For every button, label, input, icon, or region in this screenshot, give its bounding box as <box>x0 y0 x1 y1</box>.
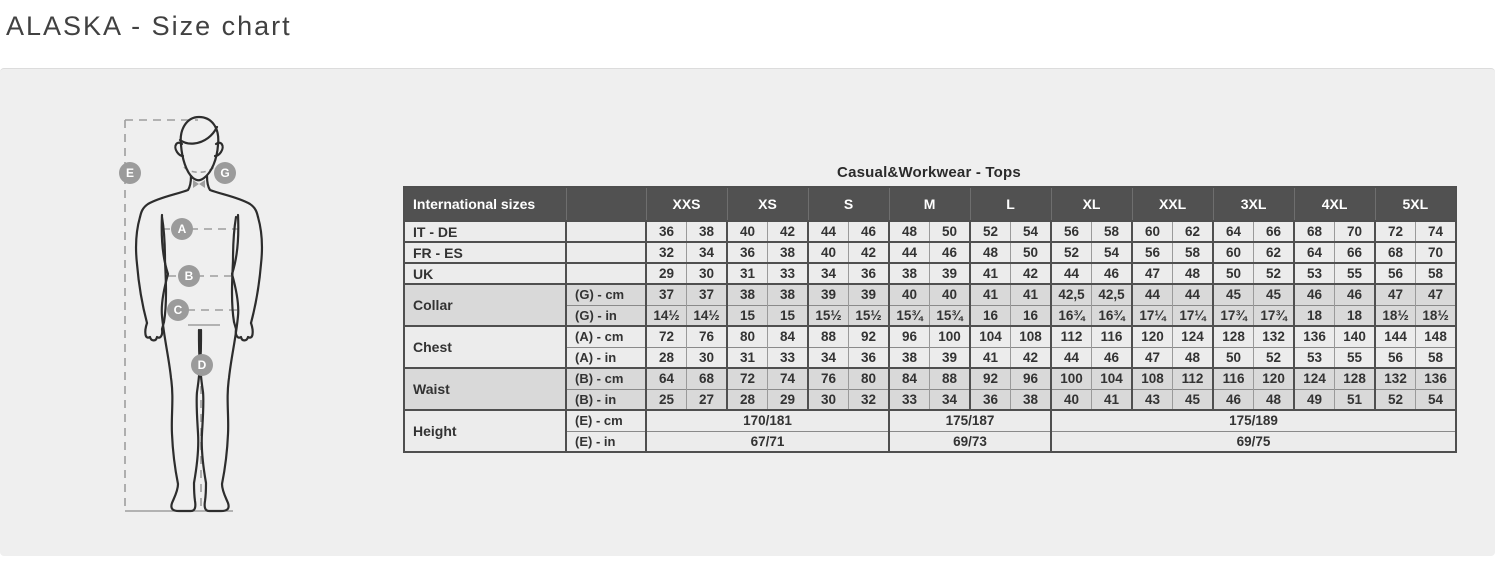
size-value-cell: 67/71 <box>646 431 889 452</box>
size-value-cell: 15¾ <box>930 305 971 326</box>
size-value-cell: 39 <box>849 284 890 305</box>
size-value-cell: 38 <box>727 284 768 305</box>
size-value-cell: 56 <box>1375 347 1416 368</box>
header-size-xl: XL <box>1051 187 1132 221</box>
size-value-cell: 46 <box>1092 347 1133 368</box>
size-value-cell: 44 <box>1051 263 1092 284</box>
size-value-cell: 60 <box>1213 242 1254 263</box>
size-value-cell: 72 <box>646 326 687 347</box>
size-value-cell: 47 <box>1132 263 1173 284</box>
size-value-cell: 80 <box>849 368 890 389</box>
size-value-cell: 40 <box>930 284 971 305</box>
body-outline <box>136 117 262 511</box>
size-value-cell: 74 <box>768 368 809 389</box>
header-size-4xl: 4XL <box>1294 187 1375 221</box>
size-value-cell: 29 <box>768 389 809 410</box>
size-value-cell: 68 <box>687 368 728 389</box>
size-value-cell: 37 <box>687 284 728 305</box>
size-value-cell: 140 <box>1335 326 1376 347</box>
size-value-cell: 38 <box>889 263 930 284</box>
size-value-cell: 38 <box>768 242 809 263</box>
size-value-cell: 41 <box>970 284 1011 305</box>
size-value-cell: 104 <box>970 326 1011 347</box>
size-value-cell: 52 <box>1375 389 1416 410</box>
size-value-cell: 27 <box>687 389 728 410</box>
size-value-cell: 175/187 <box>889 410 1051 431</box>
size-value-cell: 44 <box>889 242 930 263</box>
size-value-cell: 116 <box>1213 368 1254 389</box>
size-value-cell: 16¾ <box>1092 305 1133 326</box>
unit-cell: (E) - cm <box>566 410 646 431</box>
size-value-cell: 55 <box>1335 347 1376 368</box>
size-value-cell: 45 <box>1254 284 1295 305</box>
size-value-cell: 40 <box>808 242 849 263</box>
size-value-cell: 55 <box>1335 263 1376 284</box>
size-value-cell: 66 <box>1335 242 1376 263</box>
size-value-cell: 44 <box>808 221 849 242</box>
size-value-cell: 48 <box>970 242 1011 263</box>
size-value-cell: 76 <box>808 368 849 389</box>
size-value-cell: 47 <box>1416 284 1457 305</box>
size-value-cell: 17¼ <box>1173 305 1214 326</box>
marker-C <box>167 299 189 321</box>
size-value-cell: 70 <box>1416 242 1457 263</box>
size-value-cell: 54 <box>1416 389 1457 410</box>
size-value-cell: 148 <box>1416 326 1457 347</box>
header-size-xxs: XXS <box>646 187 727 221</box>
size-value-cell: 50 <box>1011 242 1052 263</box>
size-value-cell: 100 <box>1051 368 1092 389</box>
size-value-cell: 58 <box>1173 242 1214 263</box>
size-value-cell: 88 <box>930 368 971 389</box>
size-value-cell: 112 <box>1173 368 1214 389</box>
size-value-cell: 50 <box>1213 347 1254 368</box>
size-header-row <box>404 187 1456 221</box>
size-value-cell: 34 <box>687 242 728 263</box>
size-value-cell: 170/181 <box>646 410 889 431</box>
size-value-cell: 128 <box>1335 368 1376 389</box>
size-value-cell: 41 <box>970 347 1011 368</box>
size-value-cell: 42 <box>849 242 890 263</box>
unit-cell: (B) - cm <box>566 368 646 389</box>
marker-A <box>171 218 193 240</box>
size-value-cell: 36 <box>646 221 687 242</box>
size-value-cell: 40 <box>727 221 768 242</box>
size-value-cell: 108 <box>1011 326 1052 347</box>
size-value-cell: 41 <box>1011 284 1052 305</box>
marker-B-label: B <box>184 269 194 283</box>
size-value-cell: 96 <box>1011 368 1052 389</box>
unit-cell: (A) - cm <box>566 326 646 347</box>
size-value-cell: 46 <box>1092 263 1133 284</box>
size-value-cell: 36 <box>727 242 768 263</box>
size-value-cell: 132 <box>1375 368 1416 389</box>
size-value-cell: 72 <box>727 368 768 389</box>
row-label: Height <box>404 410 566 452</box>
size-value-cell: 42 <box>1011 263 1052 284</box>
size-value-cell: 44 <box>1173 284 1214 305</box>
size-value-cell: 68 <box>1294 221 1335 242</box>
size-value-cell: 50 <box>1213 263 1254 284</box>
size-value-cell: 51 <box>1335 389 1376 410</box>
size-value-cell: 64 <box>1294 242 1335 263</box>
size-value-cell: 128 <box>1213 326 1254 347</box>
body-figure-svg <box>100 96 380 556</box>
size-value-cell: 68 <box>1375 242 1416 263</box>
size-value-cell: 64 <box>646 368 687 389</box>
size-value-cell: 100 <box>930 326 971 347</box>
size-value-cell: 43 <box>1132 389 1173 410</box>
size-value-cell: 74 <box>1416 221 1457 242</box>
marker-E <box>119 162 141 184</box>
necktie-mark <box>193 180 205 188</box>
table-row <box>404 410 1456 431</box>
size-value-cell: 124 <box>1173 326 1214 347</box>
size-value-cell: 132 <box>1254 326 1295 347</box>
size-value-cell: 17¼ <box>1132 305 1173 326</box>
unit-cell-empty <box>566 221 646 242</box>
size-chart-panel <box>0 68 1495 556</box>
size-value-cell: 15 <box>727 305 768 326</box>
size-value-cell: 52 <box>1254 347 1295 368</box>
size-value-cell: 18 <box>1294 305 1335 326</box>
size-value-cell: 53 <box>1294 347 1335 368</box>
size-value-cell: 62 <box>1254 242 1295 263</box>
size-value-cell: 30 <box>808 389 849 410</box>
size-value-cell: 58 <box>1416 263 1457 284</box>
size-value-cell: 41 <box>970 263 1011 284</box>
marker-E-label: E <box>125 166 135 180</box>
size-value-cell: 34 <box>808 263 849 284</box>
table-row <box>404 368 1456 389</box>
header-size-xxl: XXL <box>1132 187 1213 221</box>
size-value-cell: 41 <box>1092 389 1133 410</box>
size-value-cell: 46 <box>1335 284 1376 305</box>
size-value-cell: 50 <box>930 221 971 242</box>
size-value-cell: 116 <box>1092 326 1133 347</box>
size-value-cell: 76 <box>687 326 728 347</box>
size-value-cell: 112 <box>1051 326 1092 347</box>
size-value-cell: 15½ <box>808 305 849 326</box>
size-value-cell: 53 <box>1294 263 1335 284</box>
size-value-cell: 52 <box>970 221 1011 242</box>
size-value-cell: 92 <box>849 326 890 347</box>
marker-G <box>214 162 236 184</box>
size-value-cell: 32 <box>849 389 890 410</box>
marker-D-label: D <box>197 358 207 372</box>
size-value-cell: 30 <box>687 263 728 284</box>
unit-cell: (G) - in <box>566 305 646 326</box>
header-size-m: M <box>889 187 970 221</box>
size-value-cell: 28 <box>646 347 687 368</box>
size-value-cell: 48 <box>889 221 930 242</box>
size-value-cell: 38 <box>1011 389 1052 410</box>
size-value-cell: 42,5 <box>1092 284 1133 305</box>
size-value-cell: 66 <box>1254 221 1295 242</box>
size-value-cell: 31 <box>727 263 768 284</box>
table-title: Casual&Workwear - Tops <box>837 164 1021 181</box>
size-value-cell: 84 <box>889 368 930 389</box>
table-row <box>404 284 1456 305</box>
unit-cell: (G) - cm <box>566 284 646 305</box>
unit-cell: (A) - in <box>566 347 646 368</box>
size-value-cell: 72 <box>1375 221 1416 242</box>
size-value-cell: 30 <box>687 347 728 368</box>
size-value-cell: 18½ <box>1416 305 1457 326</box>
size-value-cell: 54 <box>1011 221 1052 242</box>
size-value-cell: 40 <box>1051 389 1092 410</box>
size-value-cell: 42,5 <box>1051 284 1092 305</box>
size-chart-section <box>403 164 1455 453</box>
size-value-cell: 108 <box>1132 368 1173 389</box>
table-row <box>404 242 1456 263</box>
size-value-cell: 64 <box>1213 221 1254 242</box>
row-label: IT - DE <box>404 221 566 242</box>
header-size-3xl: 3XL <box>1213 187 1294 221</box>
size-value-cell: 120 <box>1132 326 1173 347</box>
size-value-cell: 29 <box>646 263 687 284</box>
size-value-cell: 42 <box>1011 347 1052 368</box>
size-value-cell: 39 <box>808 284 849 305</box>
row-label: Waist <box>404 368 566 410</box>
size-value-cell: 144 <box>1375 326 1416 347</box>
size-value-cell: 46 <box>1294 284 1335 305</box>
row-label: FR - ES <box>404 242 566 263</box>
size-value-cell: 52 <box>1254 263 1295 284</box>
size-value-cell: 16¾ <box>1051 305 1092 326</box>
size-value-cell: 42 <box>768 221 809 242</box>
header-size-s: S <box>808 187 889 221</box>
size-value-cell: 34 <box>930 389 971 410</box>
page-title: ALASKA - Size chart <box>6 11 292 41</box>
size-value-cell: 39 <box>930 263 971 284</box>
row-label: Chest <box>404 326 566 368</box>
size-value-cell: 14½ <box>687 305 728 326</box>
size-value-cell: 47 <box>1132 347 1173 368</box>
marker-A-label: A <box>177 222 187 236</box>
size-value-cell: 46 <box>849 221 890 242</box>
body-measurement-figure <box>100 96 380 556</box>
size-value-cell: 34 <box>808 347 849 368</box>
size-value-cell: 37 <box>646 284 687 305</box>
size-value-cell: 69/73 <box>889 431 1051 452</box>
unit-cell: (B) - in <box>566 389 646 410</box>
size-value-cell: 49 <box>1294 389 1335 410</box>
size-value-cell: 32 <box>646 242 687 263</box>
size-value-cell: 84 <box>768 326 809 347</box>
size-value-cell: 52 <box>1051 242 1092 263</box>
size-value-cell: 18 <box>1335 305 1376 326</box>
size-value-cell: 17¾ <box>1213 305 1254 326</box>
size-value-cell: 15½ <box>849 305 890 326</box>
size-value-cell: 56 <box>1132 242 1173 263</box>
size-value-cell: 96 <box>889 326 930 347</box>
size-value-cell: 58 <box>1416 347 1457 368</box>
size-value-cell: 33 <box>768 263 809 284</box>
size-value-cell: 44 <box>1051 347 1092 368</box>
size-value-cell: 31 <box>727 347 768 368</box>
unit-cell-empty <box>566 242 646 263</box>
size-value-cell: 136 <box>1294 326 1335 347</box>
size-value-cell: 17¾ <box>1254 305 1295 326</box>
row-label: Collar <box>404 284 566 326</box>
size-value-cell: 25 <box>646 389 687 410</box>
size-value-cell: 28 <box>727 389 768 410</box>
size-value-cell: 36 <box>849 263 890 284</box>
size-value-cell: 46 <box>930 242 971 263</box>
size-value-cell: 48 <box>1254 389 1295 410</box>
size-value-cell: 62 <box>1173 221 1214 242</box>
header-international-sizes: International sizes <box>404 187 566 221</box>
size-value-cell: 70 <box>1335 221 1376 242</box>
size-value-cell: 15¾ <box>889 305 930 326</box>
size-value-cell: 88 <box>808 326 849 347</box>
size-value-cell: 47 <box>1375 284 1416 305</box>
size-value-cell: 80 <box>727 326 768 347</box>
size-value-cell: 16 <box>1011 305 1052 326</box>
header-size-5xl: 5XL <box>1375 187 1456 221</box>
size-value-cell: 60 <box>1132 221 1173 242</box>
table-row <box>404 263 1456 284</box>
size-value-cell: 56 <box>1375 263 1416 284</box>
size-value-cell: 69/75 <box>1051 431 1456 452</box>
header-size-l: L <box>970 187 1051 221</box>
size-value-cell: 36 <box>849 347 890 368</box>
size-value-cell: 45 <box>1173 389 1214 410</box>
unit-cell: (E) - in <box>566 431 646 452</box>
header-size-xs: XS <box>727 187 808 221</box>
size-value-cell: 15 <box>768 305 809 326</box>
table-row <box>404 221 1456 242</box>
unit-cell-empty <box>566 263 646 284</box>
size-value-cell: 36 <box>970 389 1011 410</box>
size-value-cell: 40 <box>889 284 930 305</box>
marker-B <box>178 265 200 287</box>
size-value-cell: 54 <box>1092 242 1133 263</box>
size-value-cell: 16 <box>970 305 1011 326</box>
size-value-cell: 38 <box>687 221 728 242</box>
table-row <box>404 326 1456 347</box>
size-value-cell: 46 <box>1213 389 1254 410</box>
size-value-cell: 104 <box>1092 368 1133 389</box>
size-value-cell: 33 <box>768 347 809 368</box>
size-value-cell: 48 <box>1173 263 1214 284</box>
marker-G-label: G <box>220 166 230 180</box>
size-value-cell: 39 <box>930 347 971 368</box>
size-value-cell: 120 <box>1254 368 1295 389</box>
size-value-cell: 175/189 <box>1051 410 1456 431</box>
size-value-cell: 38 <box>889 347 930 368</box>
size-value-cell: 92 <box>970 368 1011 389</box>
size-value-cell: 33 <box>889 389 930 410</box>
size-value-cell: 56 <box>1051 221 1092 242</box>
size-value-cell: 18½ <box>1375 305 1416 326</box>
size-value-cell: 124 <box>1294 368 1335 389</box>
header-empty-cell <box>566 187 646 221</box>
marker-D <box>191 354 213 376</box>
size-value-cell: 14½ <box>646 305 687 326</box>
size-value-cell: 38 <box>768 284 809 305</box>
marker-C-label: C <box>173 303 183 317</box>
size-value-cell: 48 <box>1173 347 1214 368</box>
size-value-cell: 136 <box>1416 368 1457 389</box>
size-table <box>403 186 1457 453</box>
row-label: UK <box>404 263 566 284</box>
size-value-cell: 45 <box>1213 284 1254 305</box>
size-value-cell: 58 <box>1092 221 1133 242</box>
size-value-cell: 44 <box>1132 284 1173 305</box>
